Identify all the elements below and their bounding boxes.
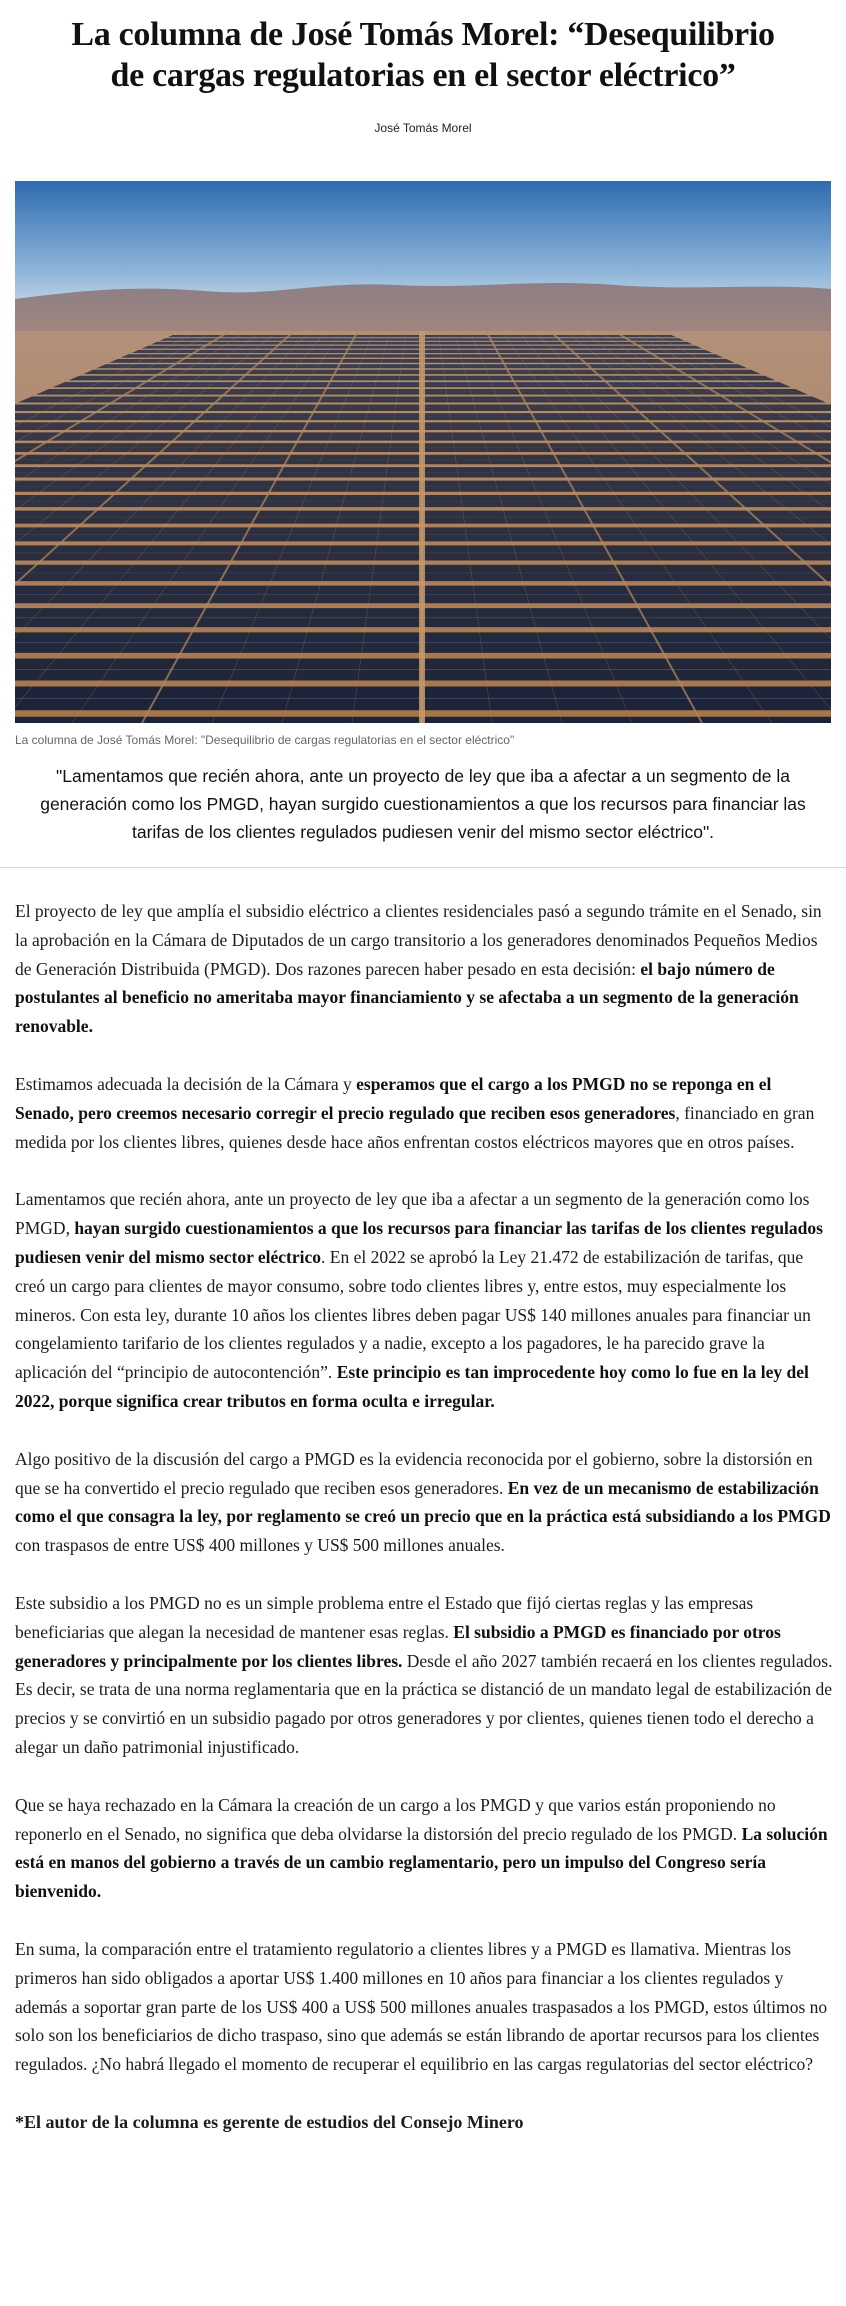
paragraph-1: El proyecto de ley que amplía el subsidio eléctrico a clientes residenciales pasó a segundo trámite en el Senado, sin la aprobación en la Cámara de Diputados de un cargo transitorio a los generadores denominados Pequeños Medios de Generación Distribuida (PMGD). Dos razones parecen haber pesado en esta decisión: el bajo número de postulantes al beneficio no ameritaba mayor financiamiento y se afectaba a un segmento de la generación renovable. bbox=[15, 901, 822, 1037]
paragraph-7: En suma, la comparación entre el tratamiento regulatorio a clientes libres y a PMGD es llamativa. Mientras los primeros han sido obligados a aportar US$ 1.400 millones en 10 años para financiar a los clientes regulados y además a soportar gran parte de los US$ 400 a US$ 500 millones anuales traspasados a los PMGD, estos últimos no solo son los beneficiarios de dicho traspaso, sino que además se están librando de aportar recursos para los clientes regulados. ¿No habrá llegado el momento de recuperar el equilibrio en las cargas regulatorias del sector eléctrico? bbox=[15, 1938, 828, 2075]
paragraph-6: Que se haya rechazado en la Cámara la creación de un cargo a los PMGD y que varios están proponiendo no reponerlo en el Senado, no significa que deba olvidarse la distorsión del precio regulado de los PMGD. La solución está en manos del gobierno a través de un cambio reglamentario, pero un impulso del Congreso sería bienvenido. bbox=[15, 1794, 828, 1902]
image-caption: La columna de José Tomás Morel: "Desequilibrio de cargas regulatorias en el sector eléctrico" bbox=[15, 733, 515, 747]
author-footnote: *El autor de la columna es gerente de estudios del Consejo Minero bbox=[15, 2111, 524, 2132]
paragraph-2: Estimamos adecuada la decisión de la Cámara y esperamos que el cargo a los PMGD no se reponga en el Senado, pero creemos necesario corregir el precio regulado que reciben esos generadores, financiado en gran medida por los clientes libres, quienes desde hace años enfrentan costos eléctricos mayores que en otros países. bbox=[15, 1073, 815, 1152]
solar-farm-photo bbox=[15, 181, 831, 723]
article-title: La columna de José Tomás Morel: “Desequilibrio de cargas regulatorias en el sector eléctrico” bbox=[71, 16, 775, 94]
hero-image bbox=[15, 181, 831, 723]
article-author[interactable]: José Tomás Morel bbox=[374, 121, 472, 135]
pull-quote: "Lamentamos que recién ahora, ante un proyecto de ley que iba a afectar a un segmento de la generación como los PMGD, hayan surgido cuestionamientos a que los recursos para financiar las tarifas de los clientes regulados pudiesen venir del mismo sector eléctrico". bbox=[40, 766, 806, 842]
article-header bbox=[0, 0, 846, 135]
paragraph-5: Este subsidio a los PMGD no es un simple problema entre el Estado que fijó ciertas reglas y las empresas beneficiarias que alegan la necesidad de mantener esas reglas. El subsidio a PMGD es financiado por otros generadores y principalmente por los clientes libres. Desde el año 2027 también recaerá en los clientes regulados. Es decir, se trata de una norma reglamentaria que en la práctica se distanció de un mandato legal de estabilización de precios y se convirtió en un subsidio pagado por otros generadores y por clientes, quienes tienen todo el derecho a alegar un daño patrimonial injustificado. bbox=[15, 1592, 833, 1757]
paragraph-3: Lamentamos que recién ahora, ante un proyecto de ley que iba a afectar a un segmento de la generación como los PMGD, hayan surgido cuestionamientos a que los recursos para financiar las tarifas de los clientes regulados pudiesen venir del mismo sector eléctrico. En el 2022 se aprobó la Ley 21.472 de estabilización de tarifas, que creó un cargo para clientes de mayor consumo, sobre todo clientes libres y, entre estos, muy especialmente los mineros. Con esta ley, durante 10 años los clientes libres deben pagar US$ 140 millones anuales para financiar un congelamiento tarifario de los clientes regulados y a nadie, excepto a los pagadores, le ha parecido grave la aplicación del “principio de autocontención”. Este principio es tan improcedente hoy como lo fue en la ley del 2022, porque significa crear tributos en forma oculta e irregular. bbox=[15, 1189, 823, 1411]
section-divider bbox=[0, 867, 846, 868]
paragraph-4: Algo positivo de la discusión del cargo a PMGD es la evidencia reconocida por el gobierno, sobre la distorsión en que se ha convertido el precio regulado que reciben esos generadores. En vez de un mecanismo de estabilización como el que consagra la ley, por reglamento se creó un precio que en la práctica está subsidiando a los PMGD con traspasos de entre US$ 400 millones y US$ 500 millones anuales. bbox=[15, 1448, 831, 1556]
article-body bbox=[15, 897, 833, 2166]
